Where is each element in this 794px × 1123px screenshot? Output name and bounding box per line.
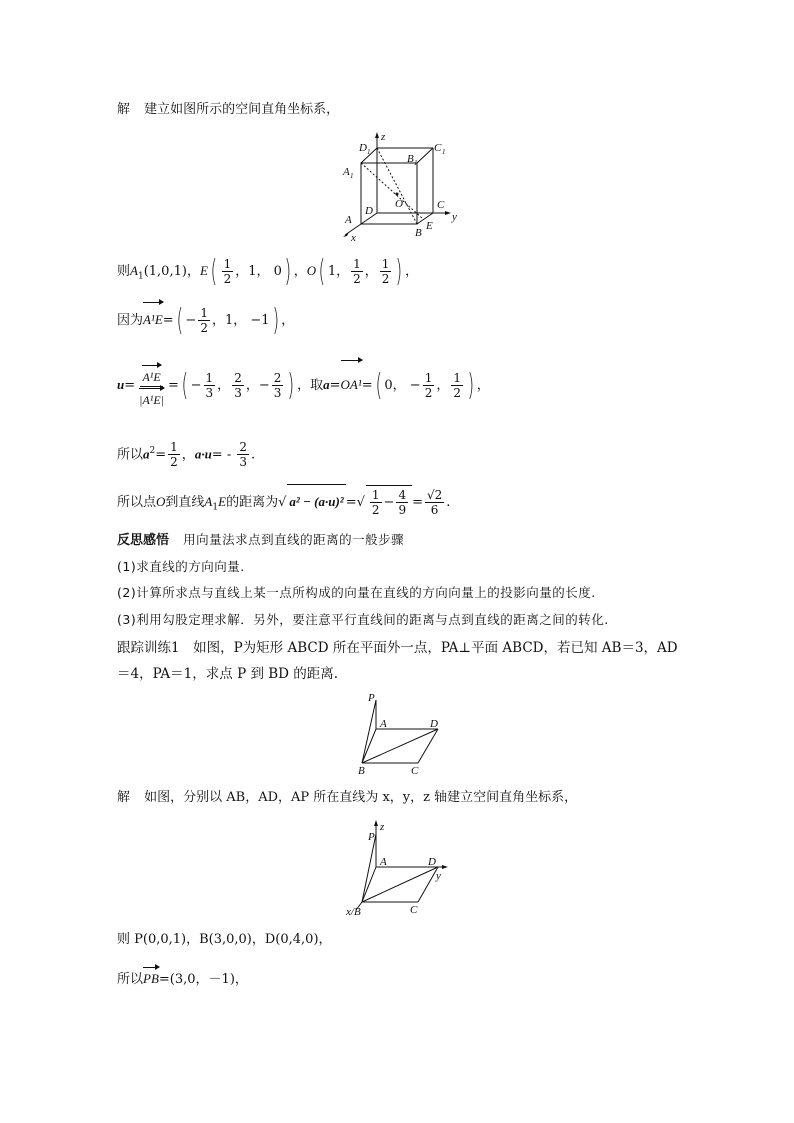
fig3-label-p: P xyxy=(368,831,375,843)
eq: = xyxy=(168,378,179,393)
fig1-label-b1: B xyxy=(407,153,414,165)
fraction xyxy=(237,440,249,469)
coords-line: 则$A_1(1,0,1)$，E( $\frac{1}{2}$ ，1， 0) ，O( 1， $\frac{1}{2}$ ， $\frac{1}{2}$ ) ， xyxy=(117,253,419,289)
frac-den: 6 xyxy=(430,503,439,517)
vector-a1e: A¹E xyxy=(143,305,163,335)
eq: = xyxy=(345,495,357,510)
eq: = xyxy=(412,495,423,510)
fig1-label-c1: C xyxy=(434,142,442,154)
frac-den: 3 xyxy=(205,386,214,400)
paren-close: ) xyxy=(288,367,295,403)
frac-num: 1 xyxy=(424,371,433,385)
fig2-label-c: C xyxy=(411,765,419,777)
a-symbol: a xyxy=(323,377,330,392)
frac-num: 1 xyxy=(170,440,178,455)
fig3-label-d: D xyxy=(428,856,436,868)
fraction xyxy=(380,257,392,286)
vec-rest: ，1， −1 xyxy=(211,313,270,328)
vector-oa1: OA¹ xyxy=(341,363,362,407)
end: . xyxy=(251,447,256,463)
frac-num: 1 xyxy=(205,371,214,385)
frac-den: 2 xyxy=(371,503,380,517)
fig1-label-b1-sub: 1 xyxy=(414,159,418,167)
paren-open: ( xyxy=(375,367,382,403)
paren-close: ) xyxy=(467,367,475,403)
a-symbol: a xyxy=(143,446,150,462)
u-symbol: u xyxy=(117,377,125,392)
reflection-title: 反思感悟 xyxy=(117,533,170,548)
radicand: a² − (a·u)² xyxy=(287,484,345,519)
o-symbol: O xyxy=(306,263,317,278)
solution-intro xyxy=(117,101,339,119)
paren-open: ( xyxy=(318,253,326,289)
solution-label: 解 xyxy=(117,102,131,117)
pb-value: =(3,0，－1)， xyxy=(158,972,248,987)
coords-prefix: 则 xyxy=(117,264,131,279)
sep: ， xyxy=(186,264,200,279)
frac-num: √2 xyxy=(426,488,443,502)
fraction xyxy=(396,488,408,517)
fig1-label-x: x xyxy=(351,232,356,243)
fraction xyxy=(222,257,234,286)
e-symbol: E xyxy=(199,263,208,278)
distance-line: 所以点O到直线$A_1E$的距离为√ a² − (a·u)² =√ $\frac{1}{2}$ − $\frac{4}{9}$ = $\frac{√2}{6}$ . xyxy=(117,484,450,518)
fig1-label-d1-sub: 1 xyxy=(367,148,371,156)
paren-open: ( xyxy=(181,367,188,403)
take-text: ，取 xyxy=(297,378,324,393)
g-first: 0， − xyxy=(384,378,421,393)
frac-den: 3 xyxy=(234,386,242,400)
pb-line xyxy=(117,970,248,989)
paren-close: ) xyxy=(272,302,279,338)
fraction xyxy=(425,488,444,517)
frac-num: 1 xyxy=(353,257,361,271)
end: ， xyxy=(405,264,419,279)
frac-den: 2 xyxy=(223,272,232,286)
fig1-label-e: E xyxy=(426,220,433,232)
frac-num: 1 xyxy=(223,257,232,271)
solution2-text: 如图，分别以 AB，AD，AP 所在直线为 x，y，z 轴建立空间直角坐标系， xyxy=(144,790,578,805)
paren-open: ( xyxy=(176,302,183,338)
frac-den: 3 xyxy=(239,455,248,470)
fig1-label-d: D xyxy=(365,205,373,217)
eq: = xyxy=(329,378,341,393)
fraction xyxy=(351,257,363,286)
solution2 xyxy=(117,789,577,807)
fraction xyxy=(198,306,210,335)
frac-den: 2 xyxy=(424,386,433,400)
u-num-vector: A¹E xyxy=(142,370,161,384)
dist-mid2: 的距离为 xyxy=(226,495,279,510)
fig3-label-xb: x/B xyxy=(346,906,361,918)
reflection-title-line xyxy=(117,531,404,550)
solution-intro-text: 建立如图所示的空间直角坐标系， xyxy=(144,102,340,117)
frac-den: 2 xyxy=(200,321,208,335)
u-line: u= $\frac{\text{A¹E}}{\text{|A¹E|}}$ =( − $\frac{1}{3}$ ， $\frac{2}{3}$ ，− $\frac{2}{3}$ ) ，取a=OA¹=( 0， − $\frac{1}{2}$ ， $\frac{1}{2}$ ) ， xyxy=(117,362,490,406)
frac-den: 2 xyxy=(453,386,461,400)
fraction xyxy=(168,440,180,469)
vector-pb: PB xyxy=(143,971,159,986)
sup: 2 xyxy=(149,446,156,456)
eq: = xyxy=(211,447,223,463)
eq: = xyxy=(124,378,136,393)
end: . xyxy=(446,495,451,510)
figure-pyramid xyxy=(352,690,452,780)
frac-num: 1 xyxy=(381,257,390,271)
eq: = xyxy=(361,378,373,393)
eq: = xyxy=(162,313,174,328)
coords2-line: 则 P(0,0,1)，B(3,0,0)，D(0,4,0)， xyxy=(117,932,332,947)
fig1-label-c: C xyxy=(437,199,445,211)
frac-num: 2 xyxy=(239,440,248,455)
solution2-label: 解 xyxy=(117,790,131,805)
fig3-label-y: y xyxy=(436,870,441,882)
figure-cube xyxy=(335,128,465,243)
square-line xyxy=(117,436,256,470)
fig1-label-a1-sub: 1 xyxy=(350,172,354,180)
figure-pyramid-axes xyxy=(342,818,457,918)
sep: ， xyxy=(181,447,195,463)
frac-num: 2 xyxy=(234,371,242,385)
a1-value: (1,0,1) xyxy=(143,264,187,279)
frac-den: 9 xyxy=(398,503,407,517)
a1-symbol: A xyxy=(130,263,138,278)
neg: - xyxy=(222,447,236,463)
vec-prefix: 因为 xyxy=(117,313,144,328)
a1-sub: 1 xyxy=(212,502,219,513)
fig1-label-b: B xyxy=(415,227,422,239)
reflection-subtitle: 用向量法求点到直线的距离的一般步骤 xyxy=(183,532,405,547)
neg: − xyxy=(190,378,202,393)
fig3-label-c: C xyxy=(410,904,418,916)
frac-den: 2 xyxy=(381,272,390,286)
fraction xyxy=(423,371,435,400)
o-first: 1， xyxy=(327,264,350,279)
fraction xyxy=(272,371,284,400)
dist-mid: 到直线 xyxy=(165,495,205,510)
frac-num: 1 xyxy=(453,371,461,385)
exercise-line-1: 跟踪训练1 如图，P为矩形 ABCD 所在平面外一点，PA⊥平面 ABCD，若已知 AB＝3，AD xyxy=(117,640,678,656)
dist-prefix: 所以点 xyxy=(117,495,157,510)
neg: − xyxy=(185,313,197,328)
vector-line xyxy=(117,302,295,338)
fig3-label-a: A xyxy=(380,856,387,868)
frac-num: 1 xyxy=(200,306,208,320)
fig1-label-o: O xyxy=(395,198,403,210)
square-prefix: 所以 xyxy=(117,447,144,463)
fig2-label-p: P xyxy=(368,692,375,704)
neg: − xyxy=(258,378,270,393)
fraction xyxy=(451,371,463,400)
e-rest: 1， 0 xyxy=(248,264,282,279)
frac-num: 4 xyxy=(398,488,407,502)
a1-symbol: A xyxy=(204,494,213,509)
eq: = xyxy=(155,447,167,463)
frac-num: 1 xyxy=(371,488,380,502)
pb-prefix: 所以 xyxy=(117,972,144,987)
frac-den: 2 xyxy=(353,272,361,286)
fraction xyxy=(232,371,244,400)
radicand-fractions xyxy=(366,485,412,520)
sep: ， xyxy=(293,264,307,279)
fig3-label-z: z xyxy=(380,821,385,833)
fig1-label-a1: A xyxy=(343,166,350,178)
fig1-label-z: z xyxy=(381,131,386,143)
minus: − xyxy=(383,495,395,510)
paren-open: ( xyxy=(210,253,217,289)
fig1-label-c1-sub: 1 xyxy=(442,148,446,156)
reflection-step-3: (3)利用勾股定理求解．另外，要注意平行直线间的距离与点到直线的距离之间的转化. xyxy=(117,612,609,627)
end: ， xyxy=(281,313,295,328)
reflection-step-2: (2)计算所求点与直线上某一点所构成的向量在直线的方向向量上的投影向量的长度. xyxy=(117,585,596,600)
frac-den: 3 xyxy=(273,386,282,400)
reflection-step-1: (1)求直线的方向向量. xyxy=(117,559,245,574)
a1-sub: 1 xyxy=(137,271,144,282)
e-symbol: E xyxy=(218,494,227,509)
fraction xyxy=(370,488,382,517)
fig2-label-d: D xyxy=(430,718,438,730)
frac-den: 2 xyxy=(170,455,178,470)
fig1-label-y: y xyxy=(452,211,457,223)
u-den-vector: |A¹E| xyxy=(139,393,164,407)
fig2-label-a: A xyxy=(380,718,387,730)
frac-num: 2 xyxy=(273,371,282,385)
paren-close: ) xyxy=(284,253,292,289)
a-dot-u: a·u xyxy=(194,446,212,462)
exercise-line-2: ＝4，PA＝1，求点 P 到 BD 的距离. xyxy=(117,666,339,682)
end: ， xyxy=(476,378,490,393)
u-fraction xyxy=(137,362,166,409)
fraction xyxy=(204,371,216,400)
fig1-label-a: A xyxy=(345,214,352,226)
fig2-label-b: B xyxy=(358,765,365,777)
fig1-label-d1: D xyxy=(359,142,367,154)
o-symbol: O xyxy=(156,494,166,509)
paren-close: ) xyxy=(396,253,403,289)
